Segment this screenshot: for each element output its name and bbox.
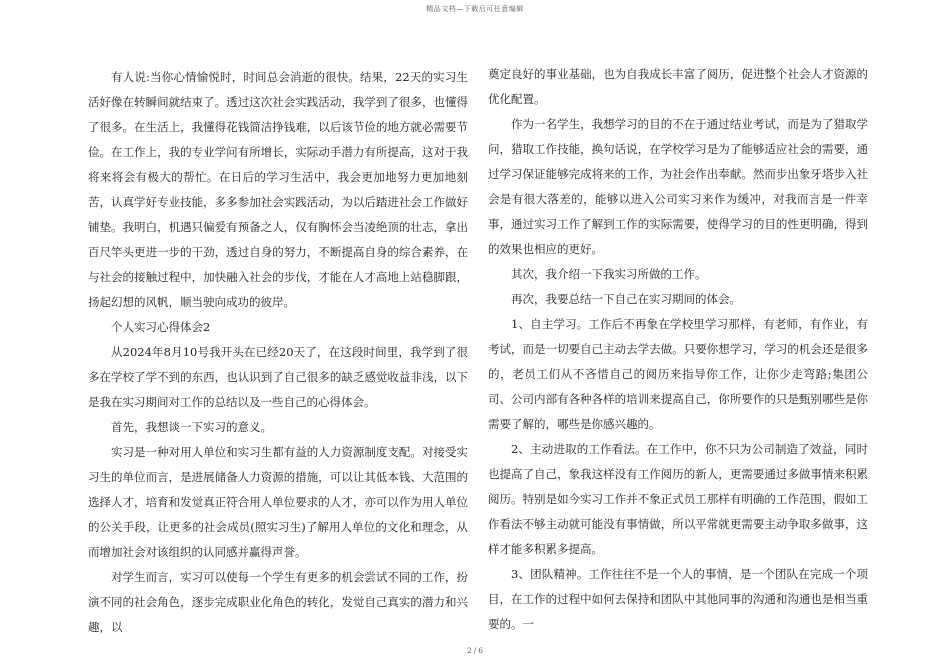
- right-column: [488, 62, 868, 637]
- paragraph: 首先，我想谈一下实习的意义。: [111, 420, 272, 434]
- paragraph: 其次，我介绍一下我实习所做的工作。: [511, 267, 707, 281]
- list-item: 2、主动进取的工作看法。在工作中，你不只为公司制造了效益，同时也提高了自己，象我这样没有工作阅历的新人，更需要通过多做事情来积累阅历。特别是如今实习工作并不象正式员工那样有明确的工作范围，假如工作看法不够主动就可能没有事情做，所以平常就更需要主动争取多做事，这样才能多积累多提高。: [488, 442, 868, 556]
- list-item: 3、团队精神。工作往往不是一个人的事情，是一个团队在完成一个项目，在工作的过程中如何去保持和团队中其他同事的沟通和沟通也是相当重要的。一: [488, 567, 868, 631]
- list-item: 1、自主学习。工作后不再象在学校里学习那样，有老师，有作业，有考试，而是一切要自己主动去学去做。只要你想学习，学习的机会还是很多的，老员工们从不吝惜自己的阅历来指导你工作，让你少走弯路;集团公司、公司内部有各种各样的培训来提高自己，你所要作的只是甄别哪些是你需要了解的，哪些是你感兴趣的。: [488, 317, 868, 431]
- page-header: 精品文档—下载后可任意编辑: [426, 5, 524, 13]
- paragraph: 实习是一种对用人单位和实习生都有益的人力资源制度支配。对接受实习生的单位而言，是进展储备人力资源的措施，可以让其低本钱、大范围的选择人才，培育和发觉真正符合用人单位要求的人才，亦可以作为用人单位的公关手段，让更多的社会成员(照实习生)了解用人单位的文化和理念，从而增加社会对该组织的认同感并赢得声誉。: [88, 445, 468, 559]
- paragraph: 再次，我要总结一下自己在实习期间的体会。: [511, 292, 741, 306]
- left-column: [88, 65, 468, 640]
- paragraph: 作为一名学生，我想学习的目的不在于通过结业考试，而是为了猎取学问，猎取工作技能，换句话说，在学校学习是为了能够适应社会的需要，通过学习保证能够完成将来的工作，为社会作出奉献。然而步出象牙塔步入社会是有很大落差的，能够以进入公司实习来作为缓冲，对我而言是一件幸事，通过实习工作了解到工作的实际需要，使得学习的目的性更明确，得到的效果也相应的更好。: [488, 117, 868, 256]
- paragraph-continued: 奠定良好的事业基础，也为自我成长丰富了阅历，促进整个社会人才资源的优化配置。: [488, 67, 868, 106]
- section-heading: 个人实习心得体会2: [111, 320, 211, 334]
- page-number: 2 / 6: [467, 647, 483, 655]
- paragraph: 从2024年8月10号我开头在已经20天了，在这段时间里，我学到了很多在学校了学不到的东西，也认识到了自己很多的缺乏感觉收益非浅，以下是我在实习期间对工作的总结以及一些自己的心得体会。: [88, 345, 468, 409]
- paragraph: 对学生而言，实习可以使每一个学生有更多的机会尝试不同的工作，扮演不同的社会角色，逐步完成职业化角色的转化，发觉自己真实的潜力和兴趣，以: [88, 570, 468, 634]
- paragraph: 有人说:当你心情愉悦时，时间总会消逝的很快。结果，22天的实习生活好像在转瞬间就结束了。透过这次社会实践活动，我学到了很多，也懂得了很多。在生活上，我懂得花钱简洁挣钱难，以后该节俭的地方就必需要节俭。在工作上，我的专业学问有所增长，实际动手潜力有所提高，这对于我将来将会有极大的帮忙。在日后的学习生活中，我会更加地努力更加地刻苦，认真学好专业技能，多多参加社会实践活动，为以后踏进社会工作做好铺垫。我明白，机遇只偏爱有预备之人，仅有胸怀会当凌绝顶的壮志，拿出百尺竿头更进一步的干劲，透过自身的努力，不断提高自身的综合素养，在与社会的接触过程中，加快融入社会的步伐，才能在人才高地上站稳脚跟，扬起幻想的风帆，顺当驶向成功的彼岸。: [88, 70, 468, 309]
